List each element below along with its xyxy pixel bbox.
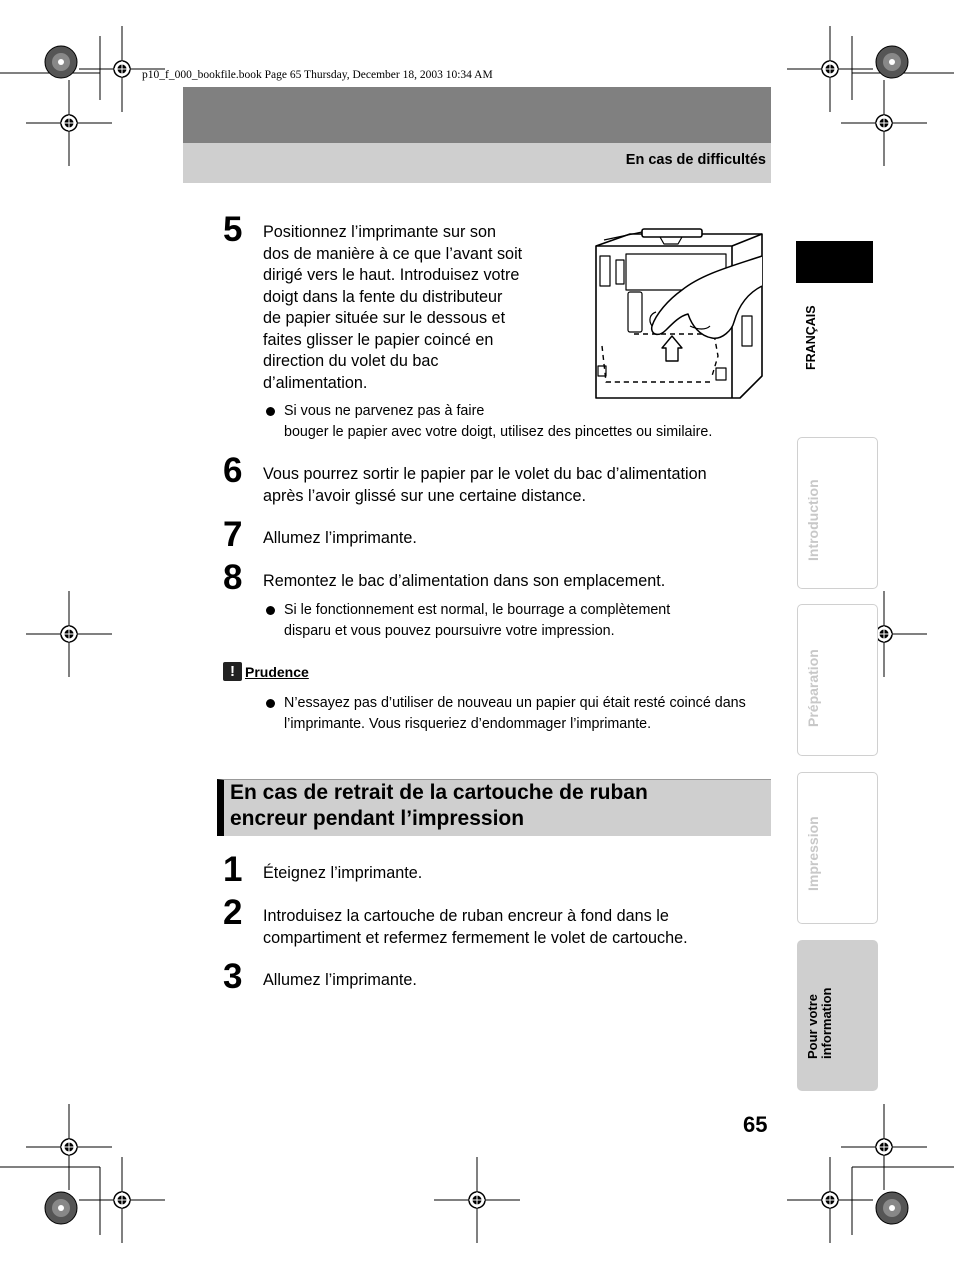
bullet-icon — [266, 606, 275, 615]
tab-label: Pour votre information — [805, 987, 834, 1059]
step-text: Allumez l’imprimante. — [263, 529, 417, 547]
step-number: 3 — [223, 957, 243, 996]
step-text: Positionnez l’imprimante sur son dos de manière à ce que l’avant soit dirigé vers le haut. Introduisez votre doigt dans la fente du distributeur de papier située sur le dessous et faites glisser le papier coincé en direction du volet du bac d’alimentation. — [263, 223, 523, 392]
warning-icon: ! — [223, 662, 242, 681]
tab-label: Introduction — [805, 479, 821, 561]
tab-pour-votre-information[interactable] — [797, 940, 878, 1091]
step-text: Allumez l’imprimante. — [263, 971, 417, 989]
step-number: 8 — [223, 558, 243, 597]
caution-label: Prudence — [245, 663, 309, 680]
step-number: 2 — [223, 893, 243, 932]
tab-label: Préparation — [805, 649, 821, 727]
section-title: En cas de retrait de la cartouche de ruban encreur pendant l’impression — [230, 781, 648, 830]
header-band — [183, 87, 771, 143]
printer-illustration — [582, 226, 772, 404]
tab-impression[interactable] — [797, 772, 878, 924]
bullet-icon — [266, 407, 275, 416]
tab-preparation[interactable] — [797, 604, 878, 756]
step-number: 5 — [223, 210, 243, 249]
caution-heading — [223, 662, 309, 681]
step-number: 7 — [223, 515, 243, 554]
language-label: FRANÇAIS — [804, 305, 818, 370]
bullet-icon — [266, 699, 275, 708]
tab-label: Impression — [805, 816, 821, 891]
step-text: Vous pourrez sortir le papier par le volet du bac d’alimentation après l’avoir glissé sur une certaine distance. — [263, 465, 707, 505]
step-text: Remontez le bac d’alimentation dans son emplacement. — [263, 572, 666, 590]
step-text: Éteignez l’imprimante. — [263, 864, 423, 882]
file-info: p10_f_000_bookfile.book Page 65 Thursday, December 18, 2003 10:34 AM — [142, 69, 493, 81]
step-text: Introduisez la cartouche de ruban encreur à fond dans le compartiment et refermez fermement le volet de cartouche. — [263, 907, 688, 947]
tab-introduction[interactable] — [797, 437, 878, 589]
section-header: En cas de difficultés — [625, 152, 766, 168]
step-note: Si vous ne parvenez pas à faire bouger le papier avec votre doigt, utilisez des pincettes ou similaire. — [284, 403, 713, 440]
caution-text: N’essayez pas d’utiliser de nouveau un papier qui était resté coincé dans l’imprimante. Vous risqueriez d’endommager l’imprimante. — [284, 695, 746, 732]
step-note: Si le fonctionnement est normal, le bourrage a complètement disparu et vous pouvez poursuivre votre impression. — [284, 602, 671, 639]
language-marker — [796, 241, 873, 283]
page-number: 65 — [743, 1112, 768, 1137]
step-number: 6 — [223, 451, 243, 490]
step-number: 1 — [223, 850, 243, 889]
